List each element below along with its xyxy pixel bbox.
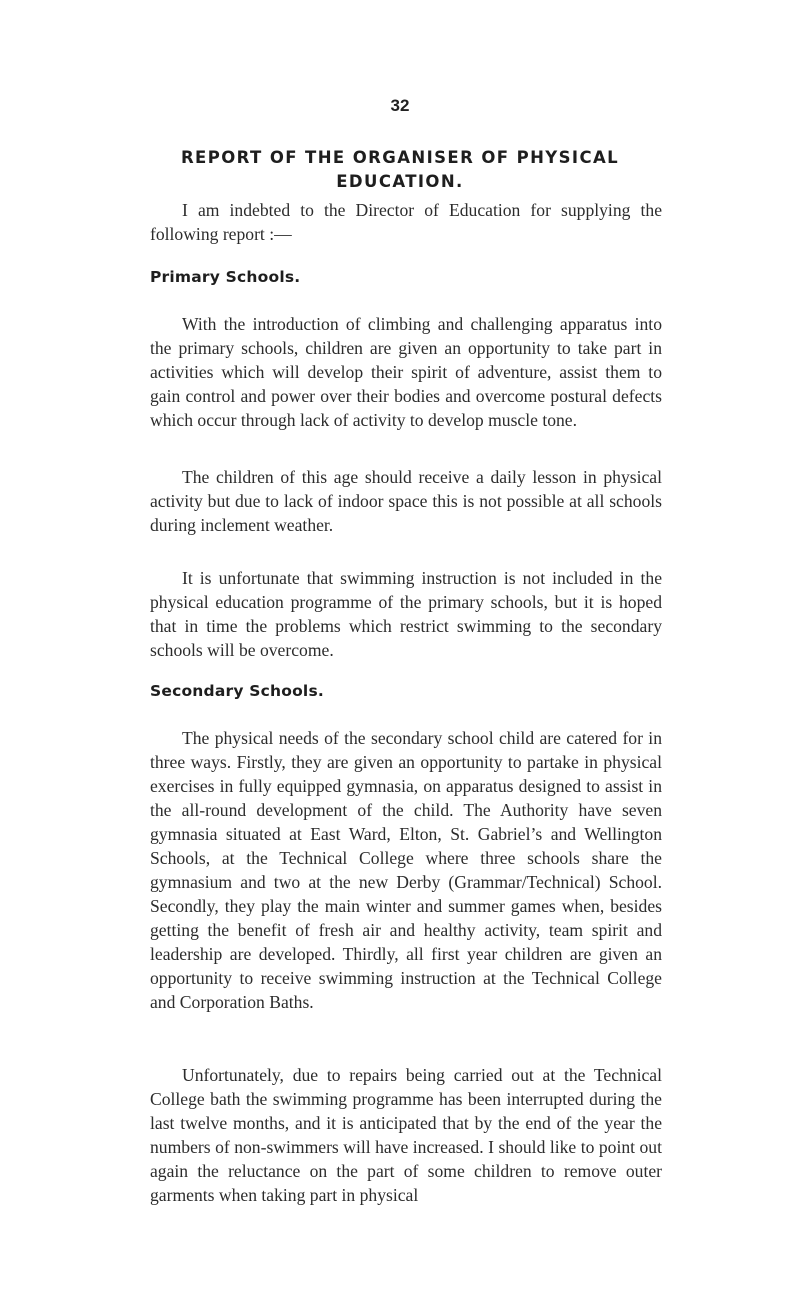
paragraph-primary-3: It is unfortunate that swimming instruction is not included in the physical education programme of the primary schools, but it is hoped that in time the problems which restrict swimming to the secondary schools will be overcome. <box>150 568 662 660</box>
paragraph-secondary-2: Unfortunately, due to repairs being carried out at the Technical College bath the swimming programme has been interrupted during the last twelve months, and it is anticipated that by the end of the year the numbers of non-swimmers will have increased. I should like to point out again the reluctance on the part of some children to remove outer garments when taking part in physical <box>150 1065 662 1205</box>
page-title: REPORT OF THE ORGANISER OF PHYSICAL EDUCATION. <box>180 148 620 191</box>
paragraph-primary-2: The children of this age should receive a daily lesson in physical activity but due to lack of indoor space this is not possible at all schools during inclement weather. <box>150 467 662 535</box>
paragraph-secondary-1: The physical needs of the secondary school child are catered for in three ways. Firstly, they are given an opportunity to partake in physical exercises in fully equipped gymnasia, on apparatus designed to assist in the all-round development of the child. The Authority have seven gymnasia situated at East Ward, Elton, St. Gabriel’s and Wellington Schools, at the Technical College where three schools share the gymnasium and two at the new Derby (Grammar/Technical) School. Secondly, they play the main winter and summer games when, besides getting the benefit of fresh air and healthy activity, team spirit and leadership are developed. Thirdly, all first year children are given an opportunity to receive swimming instruction at the Technical College and Corporation Baths. <box>150 728 662 1012</box>
section-heading-primary-schools: Primary Schools. <box>150 268 301 286</box>
paragraph-primary-1: With the introduction of climbing and challenging apparatus into the primary schools, children are given an opportunity to take part in activities which will develop their spirit of adventure, assist them to gain control and power over their bodies and overcome postural defects which occur through lack of activity to develop muscle tone. <box>150 314 662 430</box>
intro-paragraph: I am indebted to the Director of Education for supplying the following report :— <box>150 200 662 244</box>
page-number: 32 <box>390 96 410 115</box>
section-heading-secondary-schools: Secondary Schools. <box>150 682 324 700</box>
